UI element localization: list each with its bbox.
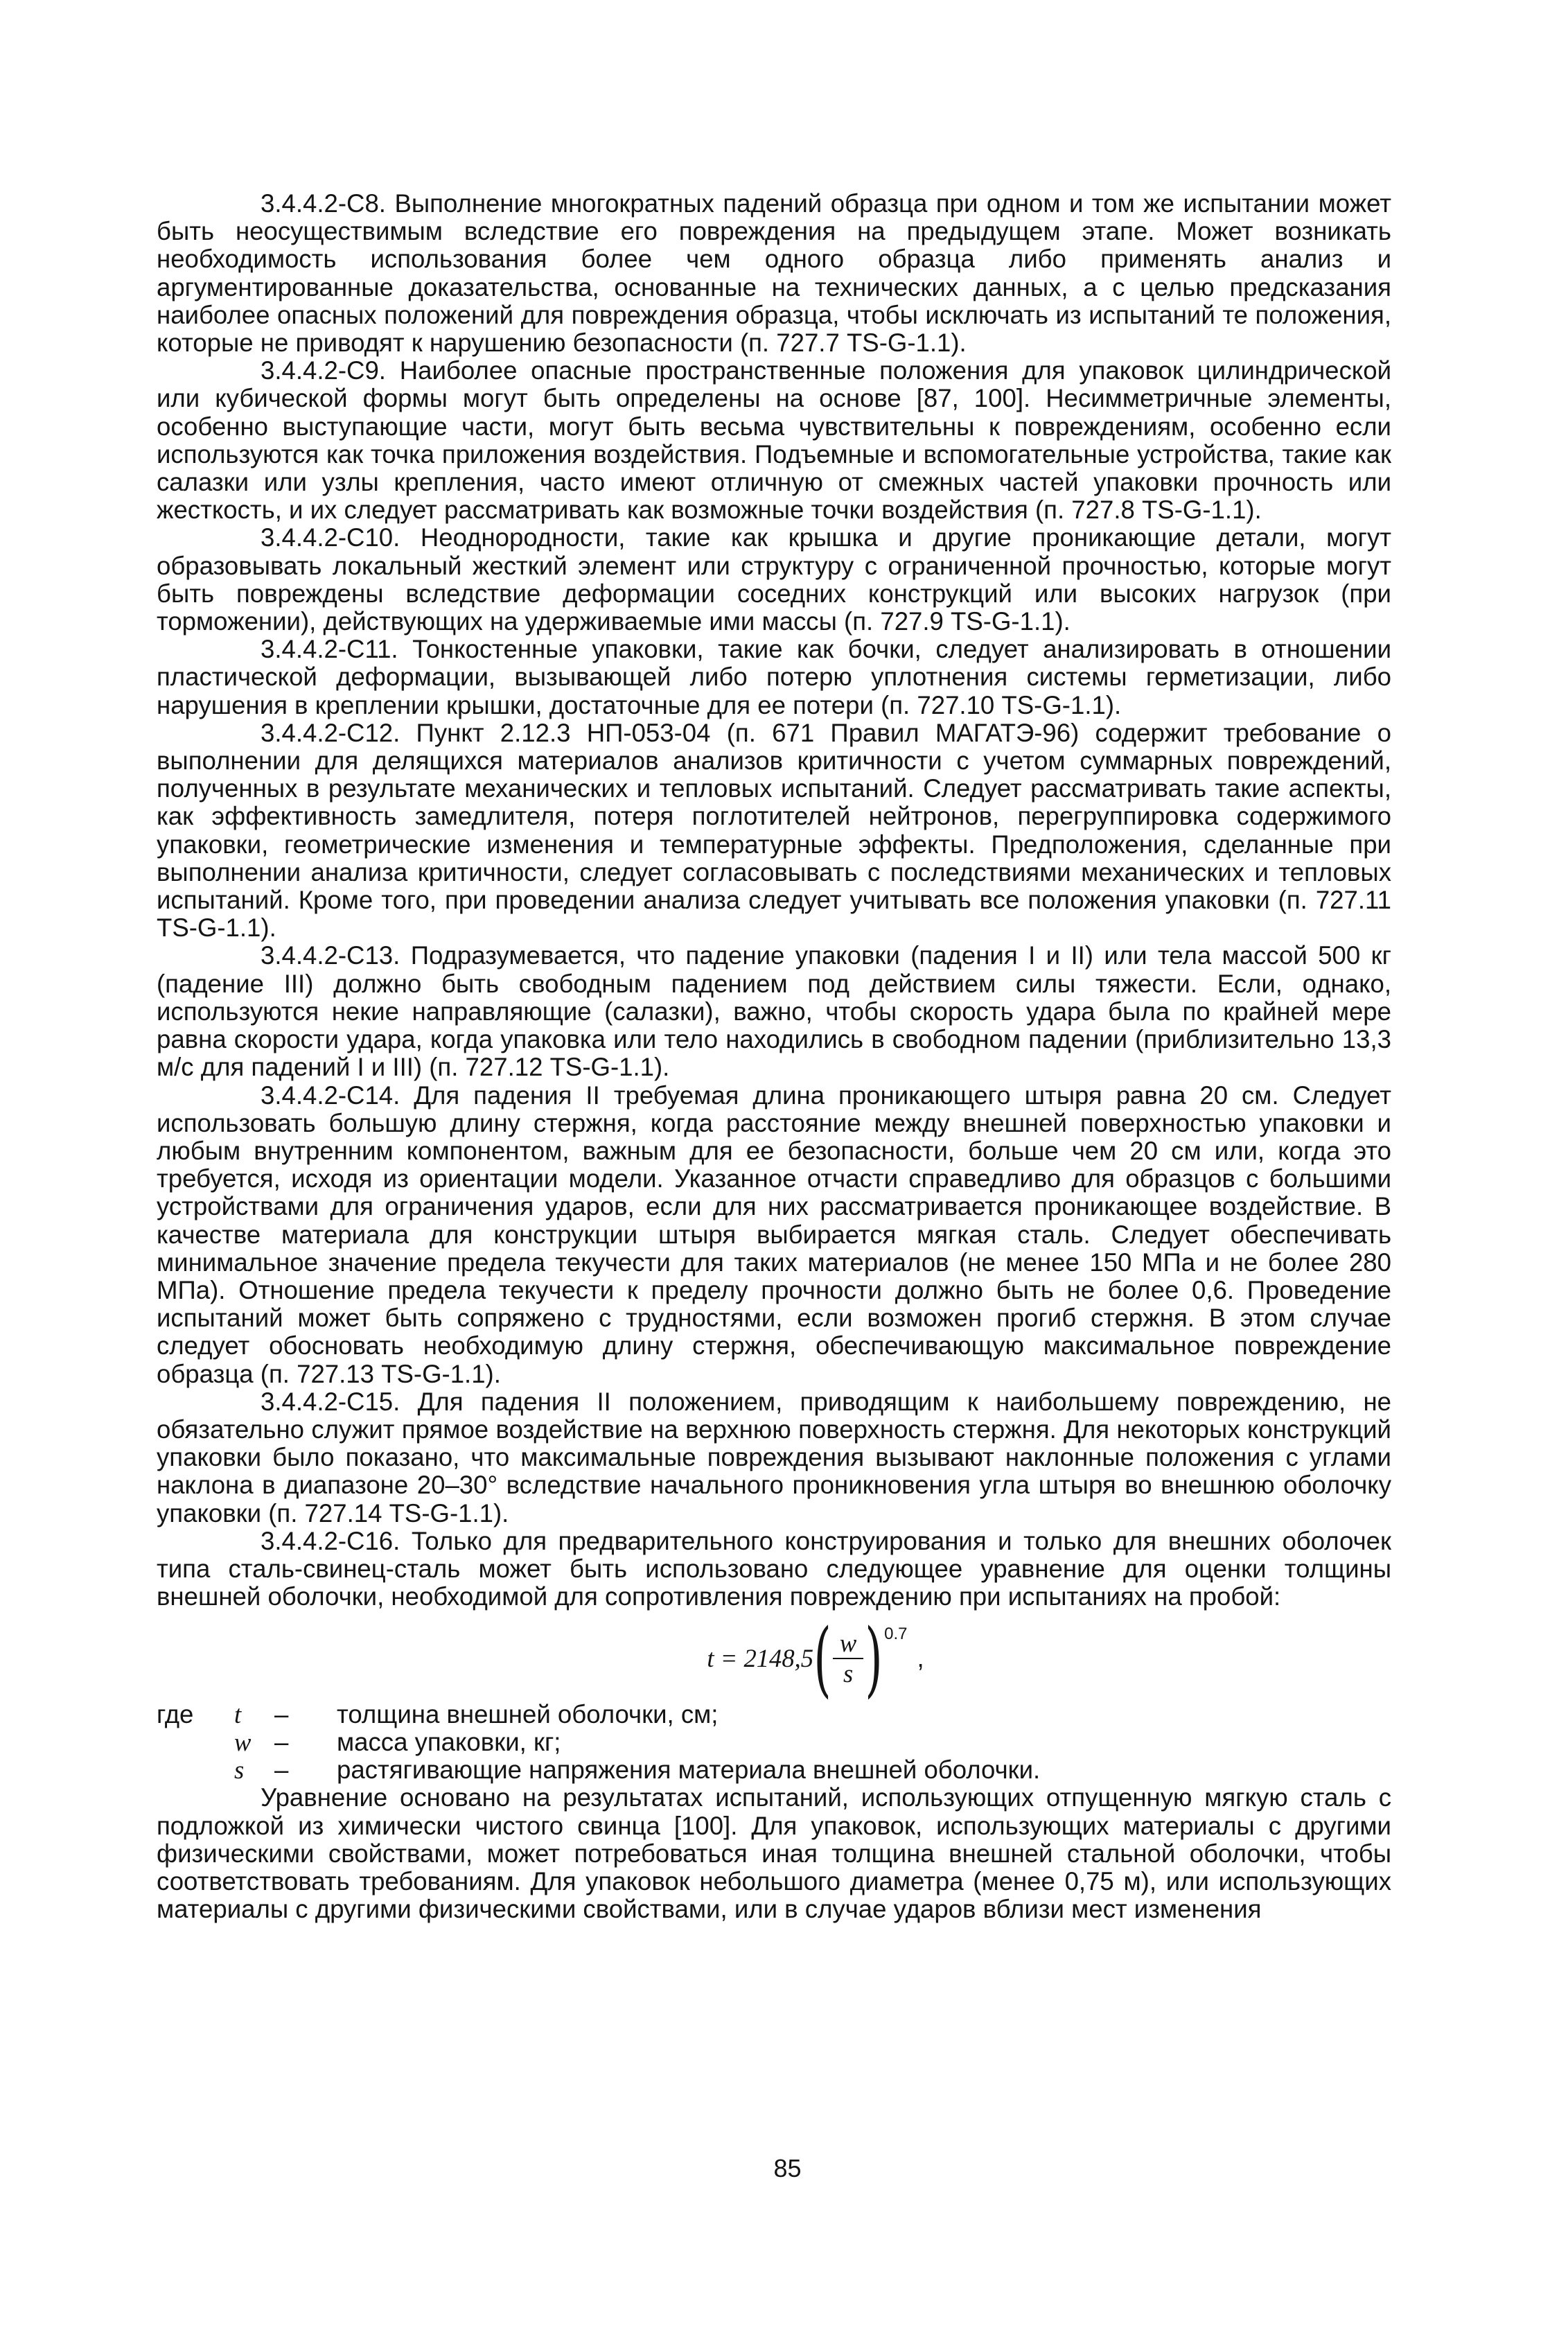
legend-text: масса упаковки, кг; [337, 1728, 561, 1757]
formula-lhs: t = 2148,5 [707, 1644, 814, 1673]
formula-trail: , [917, 1644, 924, 1673]
formula-exponent: 0.7 [884, 1625, 908, 1644]
page-body [157, 190, 1391, 1923]
formula-denominator: s [843, 1659, 854, 1688]
paragraph-c13: 3.4.4.2-С13. Подразумевается, что падение упаковки (падения I и II) или тела массой 500 кг (падение III) должно быть свободным падением под действием силы тяжести. Если, однако, используются некие направляющие (салазки), важно, чтобы скорость удара была по крайней мере равна скорости удара, когда упаковка или тело находились в свободном падении (приблизительно 13,3 м/с для падений I и III) (п. 727.12 TS-G-1.1). [157, 941, 1391, 1082]
legend-where: где [157, 1700, 194, 1729]
paragraph-c12: 3.4.4.2-С12. Пункт 2.12.3 НП-053-04 (п. 671 Правил МАГАТЭ-96) содержит требование о выполнении для делящихся материалов анализов критичности с учетом суммарных повреждений, полученных в результате механических и тепловых испытаний. Следует рассматривать такие аспекты, как эффективность замедлителя, потеря поглотителей нейтронов, перегруппировка содержимого упаковки, геометрические изменения и температурные эффекты. Предположения, сделанные при выполнении анализа критичности, следует согласовывать с последствиями механических и тепловых испытаний. Кроме того, при проведении анализа следует учитывать все положения упаковки (п. 727.11 TS-G-1.1). [157, 718, 1391, 943]
legend-dash: – [274, 1756, 289, 1785]
legend-spacer [157, 1728, 234, 1756]
formula-legend [157, 1701, 1391, 1784]
paragraph-c8: 3.4.4.2-С8. Выполнение многократных падений образца при одном и том же испытании может быть неосуществимым вследствие его повреждения на предыдущем этапе. Может возникать необходимость использования более чем одного образца либо применять анализ и аргументированные доказательства, основанные на технических данных, а с целью предсказания наиболее опасных положений для повреждения образца, чтобы исключать из испытаний те положения, которые не приводят к нарушению безопасности (п. 727.7 TS-G-1.1). [157, 189, 1391, 358]
paragraph-c11: 3.4.4.2-С11. Тонкостенные упаковки, такие как бочки, следует анализировать в отношении пластической деформации, вызывающей либо потерю уплотнения системы герметизации, либо нарушения в креплении крышки, достаточные для ее потери (п. 727.10 TS-G-1.1). [157, 635, 1391, 719]
legend-dash: – [274, 1728, 289, 1757]
legend-symbol: t [234, 1700, 242, 1729]
formula-fraction [831, 1629, 865, 1688]
legend-symbol: s [234, 1756, 245, 1785]
paragraph-c15: 3.4.4.2-С15. Для падения II положением, приводящим к наибольшему повреждению, не обязательно служит прямое воздействие на верхнюю поверхность стержня. Для некоторых конструкций упаковки было показано, что максимальные повреждения вызывают наклонные положения с углами наклона в диапазоне 20–30° вследствие начального проникновения угла штыря во внешнюю оболочку упаковки (п. 727.14 TS-G-1.1). [157, 1387, 1391, 1527]
paragraph-closing: Уравнение основано на результатах испытаний, использующих отпущенную мягкую сталь с подложкой из химически чистого свинца [100]. Для упаковок, использующих материалы с другими физическими свойствами, может потребоваться иная толщина внешней стальной оболочки, чтобы соответствовать требованиям. Для упаковок небольшого диаметра (менее 0,75 м), или использующих материалы с другими физическими свойствами, или в случае ударов вблизи мест изменения [157, 1783, 1391, 1924]
legend-text: растягивающие напряжения материала внешней оболочки. [337, 1756, 1041, 1785]
paragraph-c16: 3.4.4.2-С16. Только для предварительного конструирования и только для внешних оболочек типа сталь-свинец-сталь может быть использовано следующее уравнение для оценки толщины внешней оболочки, необходимой для сопротивления повреждению при испытаниях на пробой: [157, 1526, 1391, 1611]
paragraph-c10: 3.4.4.2-С10. Неоднородности, такие как крышка и другие проникающие детали, могут образовывать локальный жесткий элемент или структуру с ограниченной прочностью, которые могут быть повреждены вследствие деформации соседних конструкций или высоких нагрузок (при торможении), действующих на удерживаемые ими массы (п. 727.9 TS-G-1.1). [157, 523, 1391, 636]
legend-text: толщина внешней оболочки, см; [337, 1700, 719, 1729]
formula-numerator: w [839, 1629, 857, 1658]
legend-spacer [157, 1756, 234, 1784]
paragraph-c14: 3.4.4.2-С14. Для падения II требуемая длина проникающего штыря равна 20 см. Следует использовать большую длину стержня, когда расстояние между внешней поверхностью упаковки и любым внутренним компонентом, важным для ее безопасности, больше чем 20 см или, когда это требуется, исходя из ориентации модели. Указанное отчасти справедливо для образцов с большими устройствами для ограничения ударов, если для них рассматривается проникающее воздействие. В качестве материала для конструкции штыря выбирается мягкая сталь. Следует обеспечивать минимальное значение предела текучести для таких материалов (не менее 150 МПа и не более 280 МПа). Отношение предела текучести к пределу прочности должно быть не более 0,6. Проведение испытаний может быть сопряжено с трудностями, если возможен прогиб стержня. В этом случае следует обосновать необходимую длину стержня, обеспечивающую максимальное повреждение образца (п. 727.13 TS-G-1.1). [157, 1080, 1391, 1388]
thickness-formula [157, 1611, 1391, 1707]
page-number: 85 [773, 2154, 802, 2182]
legend-dash: – [274, 1700, 289, 1729]
paragraph-c9: 3.4.4.2-С9. Наиболее опасные пространственные положения для упаковок цилиндрической или кубической формы могут быть определены на основе [87, 100]. Несимметричные элементы, особенно выступающие части, могут быть весьма чувствительны к повреждениям, особенно если используются как точка приложения воздействия. Подъемные и вспомогательные устройства, такие как салазки или узлы крепления, часто имеют отличную от смежных частей упаковки прочность или жесткость, и их следует рассматривать как возможные точки воздействия (п. 727.8 TS-G-1.1). [157, 356, 1391, 525]
formula-left-paren: ( [813, 1611, 831, 1707]
formula-right-paren: ) [865, 1611, 883, 1707]
legend-symbol: w [234, 1728, 252, 1757]
